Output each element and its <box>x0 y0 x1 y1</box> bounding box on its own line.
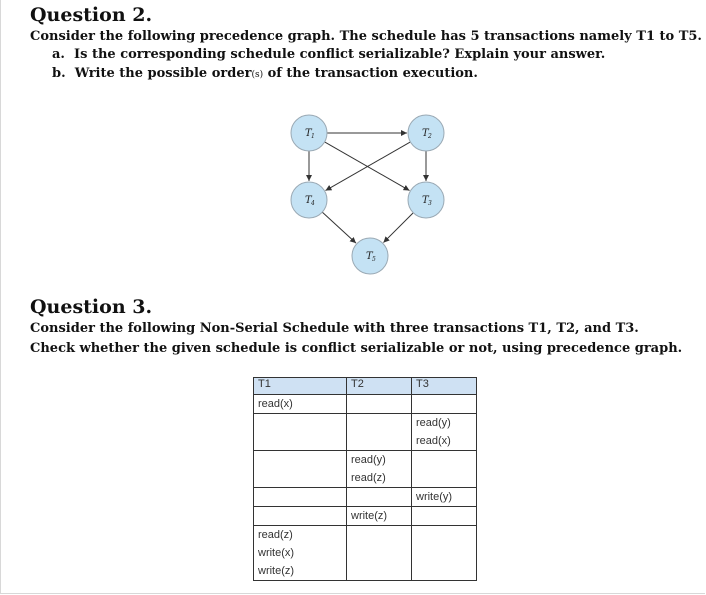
operation: read(z) <box>351 472 386 484</box>
schedule-cell-t1 <box>254 451 347 488</box>
schedule-cell-t3 <box>412 414 477 451</box>
schedule-row <box>254 526 477 581</box>
schedule-cell-t1 <box>254 395 347 414</box>
node-t5 <box>352 238 388 274</box>
schedule-body <box>254 395 477 581</box>
schedule-table <box>253 377 477 581</box>
part-b-text: Write the possible order <box>74 66 252 81</box>
schedule-cell-t2 <box>347 451 412 488</box>
schedule-cell-t2 <box>347 507 412 526</box>
schedule-row <box>254 488 477 507</box>
operation: read(z) <box>258 529 293 541</box>
node-subscript: 2 <box>428 133 432 140</box>
graph-nodes <box>291 115 444 274</box>
precedence-graph <box>240 100 470 280</box>
operation: read(x) <box>258 398 293 410</box>
question-2-intro: Consider the following precedence graph. The schedule has 5 transactions namely T1 to T5. <box>30 29 702 44</box>
part-b-text-end: of the transaction execution. <box>263 66 478 81</box>
schedule-row <box>254 451 477 488</box>
schedule-header-row <box>254 378 477 395</box>
schedule-cell-t3 <box>412 526 477 581</box>
schedule-cell-t2 <box>347 395 412 414</box>
schedule-cell-t1 <box>254 507 347 526</box>
schedule-row <box>254 414 477 451</box>
schedule-cell-t1 <box>254 414 347 451</box>
schedule-cell-t2 <box>347 526 412 581</box>
operation: read(y) <box>351 454 386 466</box>
schedule-cell-t2 <box>347 488 412 507</box>
header-t1: T1 <box>254 378 347 395</box>
operation: read(x) <box>416 435 451 447</box>
schedule-row <box>254 507 477 526</box>
part-a-text: Is the corresponding schedule conflict serializable? Explain your answer. <box>74 47 606 62</box>
question-3-line-1: Consider the following Non-Serial Schedule with three transactions T1, T2, and T3. <box>30 321 639 336</box>
node-t4 <box>291 182 327 218</box>
question-3-title: Question 3. <box>30 296 153 318</box>
operation: write(z) <box>351 510 388 522</box>
node-label: T <box>305 195 312 206</box>
header-t2: T2 <box>347 378 412 395</box>
node-label: T <box>305 128 312 139</box>
node-t3 <box>408 182 444 218</box>
question-3-line-2: Check whether the given schedule is conflict serializable or not, using precedence graph. <box>30 341 683 356</box>
node-label: T <box>422 195 429 206</box>
operation: write(y) <box>416 491 453 503</box>
schedule-cell-t3 <box>412 395 477 414</box>
edge-t3-t5 <box>383 213 413 243</box>
question-2-title: Question 2. <box>30 4 153 26</box>
schedule-cell-t2 <box>347 414 412 451</box>
part-b-small: (s) <box>251 70 264 80</box>
schedule-row <box>254 395 477 414</box>
node-subscript: 1 <box>311 133 315 140</box>
question-2-part-b <box>52 66 478 81</box>
schedule-cell-t1 <box>254 526 347 581</box>
schedule-cell-t3 <box>412 488 477 507</box>
node-subscript: 3 <box>428 200 432 207</box>
part-b-marker: b. <box>52 66 66 81</box>
header-t3: T3 <box>412 378 477 395</box>
node-t1 <box>291 115 327 151</box>
edge-t4-t5 <box>322 212 356 243</box>
node-label: T <box>422 128 429 139</box>
operation: read(y) <box>416 417 451 429</box>
part-a-marker: a. <box>52 47 65 62</box>
graph-edges <box>309 133 426 243</box>
node-subscript: 5 <box>372 256 376 263</box>
node-label: T <box>366 251 373 262</box>
operation: write(z) <box>258 565 295 577</box>
schedule-cell-t3 <box>412 451 477 488</box>
node-subscript: 4 <box>311 200 315 207</box>
operation: write(x) <box>258 547 295 559</box>
schedule-cell-t1 <box>254 488 347 507</box>
schedule-cell-t3 <box>412 507 477 526</box>
question-2-part-a <box>52 47 605 62</box>
node-t2 <box>408 115 444 151</box>
